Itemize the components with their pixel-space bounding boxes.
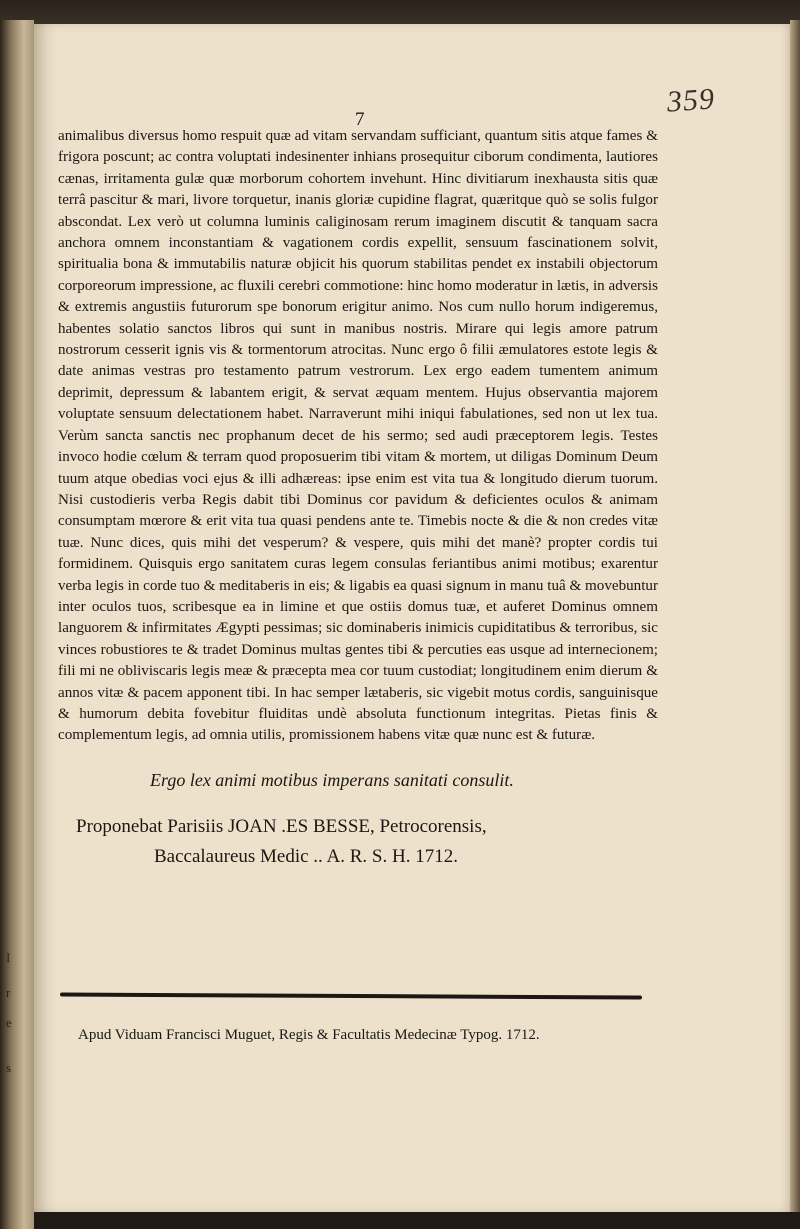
- margin-mark: e: [6, 1015, 12, 1030]
- printer-imprint: Apud Viduam Francisci Muguet, Regis & Facultatis Medecinæ Typog. 1712.: [78, 1027, 540, 1043]
- attribution-line-1: Proponebat Parisiis JOAN .ES BESSE, Petrocorensis,: [76, 816, 487, 837]
- left-page-edge: [0, 20, 34, 1229]
- right-page-edge: [790, 20, 800, 1229]
- bottom-shadow: [34, 1212, 800, 1229]
- margin-mark: s: [6, 1060, 12, 1075]
- attribution-line-2: Baccalaureus Medic .. A. R. S. H. 1712.: [154, 846, 458, 867]
- margin-mark: I: [6, 950, 11, 965]
- body-text: animalibus diversus homo respuit quæ ad vitam servandam sufficiant, quantum sitis atque fames & frigora poscunt; ac contra voluptati indesinenter inhians prosequitur ciborum condimenta, lautiores cænas, irritamenta gulæ quæ morborum cohortem invehunt. Hinc divitiarum inexhausta sitis quæ terrâ pascitur & mari, livore torquetur, inanis gloriæ cupidine flagrat, quæritque quò se solis fulgor abscondat. Lex verò ut columna luminis caliginosam rerum imaginem discutit & tanquam sacra anchora omnem inconstantiam & vagationem cordis expellit, sensuum fascinationem solvit, spiritualia bona & immutabilis naturæ objicit his quorum stabilitas pendet ex instabili objectorum corporeorum impressione, ac fluxili cerebri commotione: hinc homo moderatur in lætis, in adversis & extremis angustiis futurorum spe bonorum erigitur animo. Nos cum nullo horum indigeremus, habentes solatio sanctos libros qui sunt in manibus nostris. Mirare qui legis amore patrum nostrorum cesserit ignis vis & tormentorum atrocitas. Nunc ergo ô filii æmulatores estote legis & date animas vestras pro testamento patrum vestrorum. Lex ergo eadem tumentem animum deprimit, depressum & labantem erigit, & servat æquam mentem. Hujus observantia majorem voluptate sensuum delectationem habet. Narraverunt mihi iniqui fabulationes, sed non ut lex tua. Verùm sancta sanctis nec prophanum decet de his sermo; sed audi præceptorem legis. Testes invoco hodie cœlum & terram quod proposuerim tibi vitam & mortem, ut diligas Dominum Deum tuum atque obedias voci ejus & illi adhæreas: ipse enim est vita tua & longitudo dierum tuorum. Nisi custodieris verba Regis dabit tibi Dominus cor pavidum & deficientes oculos & animam consumptam mœrore & erit vita tua quasi pendens ante te. Timebis nocte & die & non credes vitæ tuæ. Nunc dices, quis mihi det vesperum? & vespere, quis mihi det manè? propter cordis tui formidinem. Quisquis ergo sanitatem curas legem consulas feriantibus animi motibus; exarentur verba legis in corde tuo & meditaberis in eis; & ligabis ea quasi signum in manu tuâ & movebuntur inter oculos tuos, scribesque ea in limine et que ostiis domus tuæ, et auferet Dominus omnem languorem & infirmitates Ægypti pessimas; sic dominaberis inimicis cupiditatibus & terroribus, sic vinces robustiores te & tradet Dominus multas gentes tibi & percuties eas usque ad internecionem; fili mi ne obliviscaris legis meæ & præcepta mea cor tuum custodiat; longitudinem enim dierum & annos vitæ & pacem apponent tibi. In hac semper lætaberis, sic vigebit motus cordis, sanguinisque & humorum debita fovebitur fluiditas undè absoluta functionum integritas. Pietas finis & complementum legis, ad omnia utilis, promissionem habens vitæ quæ nunc est & futuræ.: [58, 128, 658, 744]
- margin-mark: r: [6, 985, 11, 1000]
- thesis-attribution: [76, 812, 636, 872]
- conclusion-line: Ergo lex animi motibus imperans sanitati consulit.: [150, 770, 514, 790]
- body-paragraph: [58, 126, 658, 747]
- page-number: 7: [355, 109, 365, 130]
- handwritten-folio-number: 359: [665, 82, 717, 119]
